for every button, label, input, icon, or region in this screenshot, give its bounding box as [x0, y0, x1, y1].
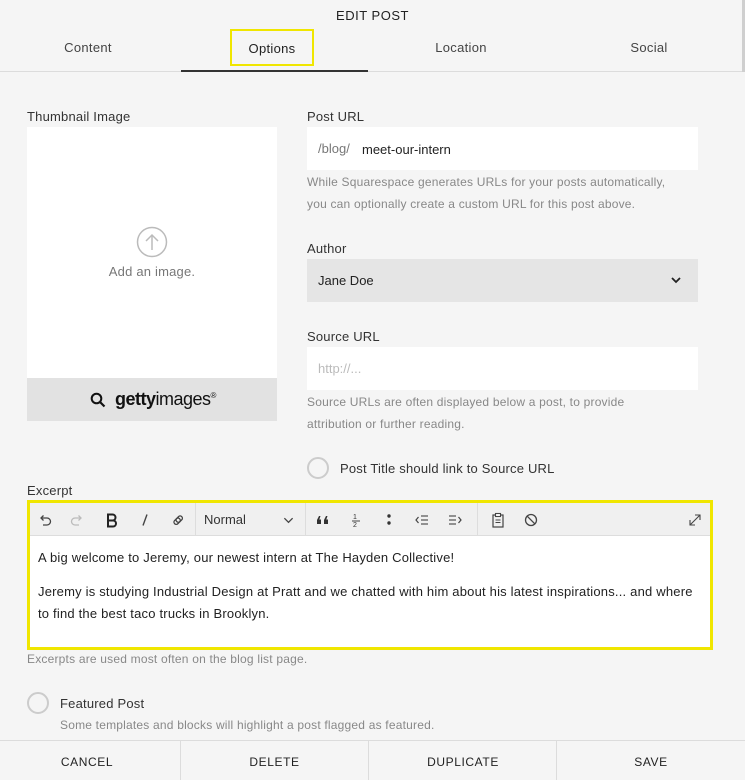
italic-icon[interactable] — [136, 511, 154, 529]
toolbar-divider — [195, 503, 196, 536]
toolbar-divider — [305, 503, 306, 536]
thumbnail-dropzone[interactable] — [27, 127, 277, 378]
tab-social[interactable]: Social — [630, 40, 668, 55]
source-url-label: Source URL — [307, 329, 380, 344]
tab-content[interactable]: Content — [64, 40, 112, 55]
active-tab-indicator — [181, 70, 368, 72]
featured-post-checkbox[interactable] — [27, 692, 49, 714]
duplicate-button[interactable]: DUPLICATE — [427, 755, 499, 769]
chevron-down-icon — [283, 515, 294, 526]
excerpt-help: Excerpts are used most often on the blog list page. — [27, 652, 308, 666]
editor-header — [0, 0, 745, 72]
author-select[interactable] — [307, 259, 698, 302]
delete-button[interactable]: DELETE — [249, 755, 300, 769]
getty-images-button[interactable] — [27, 378, 277, 421]
dialog-title: EDIT POST — [336, 8, 409, 23]
getty-images-logo: gettyimages® — [115, 389, 216, 409]
cancel-button[interactable]: CANCEL — [60, 755, 114, 769]
tab-location[interactable]: Location — [435, 40, 487, 55]
tab-options[interactable]: Options — [230, 29, 314, 66]
svg-text:2: 2 — [353, 522, 357, 528]
post-url-label: Post URL — [307, 109, 365, 124]
upload-icon — [136, 226, 168, 258]
source-url-help-1: Source URLs are often displayed below a post, to provide — [307, 395, 625, 409]
add-image-text: Add an image. — [108, 264, 196, 279]
clear-format-icon[interactable] — [522, 511, 540, 529]
excerpt-text[interactable] — [38, 547, 703, 637]
excerpt-editor[interactable] — [27, 500, 713, 650]
featured-post-help: Some templates and blocks will highlight a post flagged as featured. — [60, 718, 435, 732]
author-selected-value: Jane Doe — [318, 273, 374, 288]
chevron-down-icon — [670, 274, 682, 286]
blockquote-icon[interactable] — [314, 511, 332, 529]
link-to-source-label: Post Title should link to Source URL — [340, 461, 555, 476]
numbered-list-icon[interactable] — [347, 511, 365, 529]
featured-post-label: Featured Post — [60, 696, 145, 711]
paste-clipboard-icon[interactable] — [489, 511, 507, 529]
excerpt-paragraph: Jeremy is studying Industrial Design at Pratt and we chatted with him about his latest inspirations... and where to find the best taco trucks in Brooklyn. — [38, 584, 693, 621]
url-slug-input[interactable]: meet-our-intern — [362, 142, 451, 157]
link-icon[interactable] — [169, 511, 187, 529]
source-url-help-2: attribution or further reading. — [307, 417, 465, 431]
url-prefix: /blog/ — [318, 141, 350, 156]
source-url-input[interactable] — [307, 347, 698, 390]
author-label: Author — [307, 241, 347, 256]
post-url-help-2: you can optionally create a custom URL for this post above. — [307, 197, 636, 211]
post-url-help-1: While Squarespace generates URLs for your posts automatically, — [307, 175, 666, 189]
search-icon — [90, 392, 106, 408]
paragraph-style-select[interactable]: Normal — [204, 512, 246, 527]
indent-icon[interactable] — [446, 511, 464, 529]
svg-text:1: 1 — [353, 514, 357, 521]
editor-footer — [0, 740, 745, 780]
post-url-field[interactable] — [307, 127, 698, 170]
excerpt-paragraph: A big welcome to Jeremy, our newest intern at The Hayden Collective! — [38, 550, 455, 565]
outdent-icon[interactable] — [413, 511, 431, 529]
excerpt-label: Excerpt — [27, 483, 73, 498]
redo-icon[interactable] — [68, 511, 86, 529]
save-button[interactable]: SAVE — [634, 755, 668, 769]
toolbar-divider — [477, 503, 478, 536]
bullet-list-icon[interactable] — [380, 511, 398, 529]
expand-icon[interactable] — [686, 511, 704, 529]
link-to-source-checkbox[interactable] — [307, 457, 329, 479]
editor-toolbar — [30, 503, 710, 536]
undo-icon[interactable] — [36, 511, 54, 529]
thumbnail-label: Thumbnail Image — [27, 109, 131, 124]
bold-icon[interactable] — [103, 511, 121, 529]
source-url-field[interactable] — [307, 347, 698, 390]
